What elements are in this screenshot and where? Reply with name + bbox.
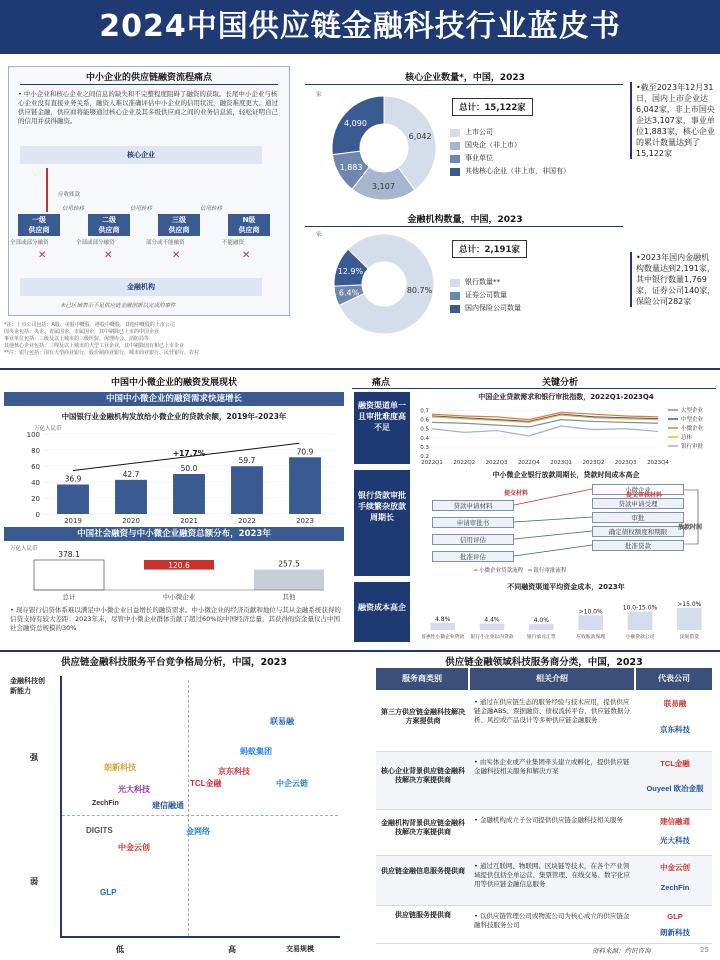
service-description: • 通过互联网、物联网、区块链等技术，在各个产业领域提供包括全单运营、集票管理、在线交易、数字化应用等供应链金融信息服务 (474, 862, 630, 888)
y-tick-label: 0.6 (420, 417, 429, 424)
data-label: 50.0 (180, 464, 198, 473)
pain-caption: 未已区域表示不足供应链金融创新以完成的事件 (60, 303, 176, 309)
flow-bracket (684, 490, 698, 544)
legend-item (450, 126, 628, 139)
y-tick-label: 20 (31, 495, 40, 503)
legend-swatch: ━ (528, 568, 534, 574)
matrix-xaxis (60, 936, 340, 938)
legend-label: 总体 (681, 435, 693, 441)
company-logo: Ouyeel 欧冶金服 (646, 784, 704, 793)
service-description: • 通过在供应链生态的服务经验与技术应用，提供供应链金融ABS、票据融资、债权流转平台、供应链数据分析、风控或产品设计等多种供应链金融服务 (474, 698, 630, 724)
x-tick-label: 小额贷款公司 (625, 635, 655, 640)
pain-notes (4, 322, 294, 357)
fin-legend (450, 276, 628, 315)
legend-item (450, 152, 628, 165)
analysis-line (352, 388, 716, 389)
pain-bullet-text: 中小企业和核心企业之间信息的缺失和不完整程度阻碍了融资的获取。长尾中小企业与核心企业没有直接业务关系，融资人难以准确评估中小企业的信用状况，融资难度更大。通过供应链金融，供应商将能够通过核心企业及其多级供应商之间的业务信息流，轻松证明自己的信用并获得融资。 (18, 90, 278, 125)
finance-label-1: 全部或部分融资 (10, 240, 49, 246)
legend-item (450, 302, 628, 315)
series-line (432, 426, 658, 436)
pain-title: 中小企业的供应链融资流程痛点 (85, 73, 212, 83)
legend-label: 其他核心企业（非上市，非国有） (465, 167, 570, 175)
line-chart (412, 402, 718, 466)
legend-swatch (450, 305, 460, 313)
table-row (376, 856, 712, 906)
fin-side-note (630, 252, 716, 307)
bar (480, 624, 505, 630)
y-tick-label: 80 (31, 447, 40, 455)
flow-step-left: 贷款申请材料 (432, 500, 514, 511)
data-label: 4.4% (484, 616, 500, 624)
service-category: 供应链服务提供商 (395, 911, 451, 919)
company-logo: 金网络 (186, 827, 210, 836)
legend-label: 银行数量** (465, 278, 500, 286)
y-tick-label: 0.3 (420, 444, 429, 451)
fin-chart-title: 金融机构数量，中国，2023 (407, 215, 523, 225)
legend-label: 国央企（非上市） (465, 141, 521, 149)
flow-release-label: 放款时间 (678, 524, 703, 531)
bar (677, 608, 702, 630)
company-logo: 光大科技 (660, 836, 690, 845)
donut-label: 4,090 (344, 118, 367, 128)
legend-label: 证券公司数量 (465, 291, 507, 299)
flow-step-left: 批准评估 (432, 551, 514, 562)
x-tick-label: 2021 (180, 517, 198, 525)
receivable-label: 应收账款 (58, 192, 81, 198)
table-row (376, 752, 712, 810)
donut-label: 6,042 (408, 132, 432, 142)
flow-arrow (514, 531, 592, 539)
core-chart-title: 核心企业数量*，中国，2023 (405, 73, 525, 83)
series-line (432, 420, 658, 427)
fin-unit: 家 (316, 232, 322, 238)
legend-item (450, 165, 628, 178)
service-category: 核心企业背景供应链金融科技解决方案提供商 (381, 767, 465, 784)
company-logo: 联易融 (270, 717, 294, 726)
core-side-note (630, 82, 716, 159)
data-label: >10.0% (578, 608, 603, 616)
y-tick-label: 0.2 (420, 454, 429, 460)
finance-label-3: 部分或不能融资 (146, 240, 185, 246)
bar (430, 623, 455, 630)
flow-submit-label: 提交材料 (504, 490, 529, 497)
company-logo: GLP (667, 912, 683, 921)
core-legend (450, 126, 628, 178)
section-divider-2 (0, 650, 720, 652)
credit-flow-1: 信用转移 (62, 206, 85, 212)
x-tick-label: 2023Q3 (614, 460, 637, 466)
pain-card-2-text: 银行贷款审批手续繁杂放款周期长 (358, 491, 406, 522)
x-tick-label: 2022 (238, 517, 256, 525)
micro-chart-title: 中国银行业金融机构发放给小微企业的贷款余额，2019年-2023年 (61, 412, 287, 421)
section-divider (0, 368, 720, 370)
x-mark-1: ✕ (38, 250, 47, 261)
service-description: • 由实体企业或产业集团牵头建立或孵化，提供供应链金融科技相关服务和解决方案 (474, 758, 630, 775)
legend-label: 上市公司 (465, 128, 493, 136)
supplier-row (14, 214, 284, 236)
note-2: 国央企包括：央企、省属国企、市属国企，其中剔除已上市的中国企业 (4, 329, 160, 335)
flow-check-label: 提交审核材料 (626, 492, 663, 499)
side-dot: • (636, 253, 641, 262)
bullet-dot: • (18, 90, 24, 98)
x-tick-label: 2020 (122, 517, 140, 525)
matrix-title: 供应链金融科技服务平台竞争格局分析，中国，2023 (61, 657, 287, 668)
finance-label-2: 全部或部分融资 (76, 240, 115, 246)
legend-swatch (450, 168, 460, 176)
legend-swatch (450, 292, 460, 300)
note-1: *注：上市公司包括：A股、美股中概股、港股中概股、其他中概股的上市公司 (4, 322, 175, 328)
core-side-text: 截至2023年12月31日，国内上市企业达6,042家，非上市国央企达3,107家，事业单位1,883家，核心企业的累计数量达到了15,122家 (636, 83, 715, 158)
side-dot: • (636, 83, 641, 92)
flow-step-right: 贷款申请受理 (592, 498, 684, 509)
x-tick-label: 2023Q2 (582, 460, 605, 466)
y-tick-label: 0.4 (420, 435, 429, 442)
matrix-yaxis-label: 金融科技创新能力 (10, 677, 45, 695)
legend-item (450, 139, 628, 152)
flow-step-left: 申请审批书 (432, 517, 514, 528)
matrix-vdash (188, 680, 189, 936)
service-category: 金融机构背景供应链金融科技解决方案提供商 (381, 819, 465, 836)
y-tick-label: 60 (31, 463, 40, 471)
company-logo: 京东科技 (660, 725, 690, 734)
x-tick-label: 民间借贷 (679, 635, 699, 640)
legend-item (450, 276, 628, 289)
flow-step-right: 审批 (592, 512, 684, 523)
legend-label: 事业单位 (465, 154, 493, 162)
services-header-cat: 服务商类别 (376, 668, 468, 690)
bar (57, 484, 89, 514)
x-tick-label: 2022Q1 (421, 460, 443, 466)
supplier-1: 一级 供应商 (18, 214, 60, 236)
pain-title-line (20, 84, 278, 85)
data-label: 10.0-15.0% (622, 604, 658, 612)
flow-legend (474, 566, 566, 574)
company-logo: DIGITS (86, 826, 113, 835)
x-tick-label: 2023Q1 (550, 460, 573, 466)
analysis-key-head: 关键分析 (541, 378, 578, 388)
source-note: 资料来源：灼识咨询 (592, 947, 651, 955)
note-3: 事业单位包括：三级及以上城市的三级医院、保理协会、消防局等 (4, 336, 150, 342)
legend-label: 银行审批 (681, 444, 704, 450)
data-label: 4.8% (435, 615, 451, 623)
table-row (376, 810, 712, 856)
data-label: 70.9 (296, 447, 314, 457)
donut-label: 1,883 (339, 162, 363, 172)
core-title-line (305, 84, 623, 85)
y-tick-label: 100 (26, 431, 40, 439)
micro-unit: 万亿人民币 (34, 426, 62, 432)
bar (173, 474, 205, 514)
legend-label: 大型企业 (681, 408, 704, 414)
flow-arrow (514, 545, 592, 556)
company-logo: TCL金融 (190, 779, 222, 788)
core-enterprise-box: 核心企业 (20, 146, 262, 164)
core-donut (308, 92, 458, 204)
services-header-desc: 相关介绍 (470, 668, 634, 690)
x-mark-4: ✕ (242, 250, 251, 261)
bar (578, 615, 603, 630)
pain-card-2 (354, 470, 410, 576)
fin-title-line (305, 226, 623, 227)
x-tick-label: 2022Q4 (517, 460, 540, 466)
data-label: 4.0% (533, 617, 549, 625)
data-label: 42.7 (122, 469, 140, 479)
services-title: 供应链金融领域科技服务商分类，中国，2023 (445, 657, 643, 668)
micro-bottom-text (10, 606, 344, 633)
y-tick-label: 0.7 (420, 408, 429, 415)
supplier-3: 三级 供应商 (158, 214, 200, 236)
waterfall-bar (34, 560, 104, 590)
company-logo: ZechFin (92, 800, 119, 807)
flow-step-right: 批准贷款 (592, 540, 684, 551)
donut-label: 6.4% (338, 288, 360, 298)
company-logo: 中金云创 (118, 843, 150, 852)
finance-label-4: 不能融资 (222, 240, 245, 246)
bar (115, 480, 147, 514)
donut-label: 12.9% (337, 267, 364, 277)
service-description: • 以供应链管理公司或物流公司为核心成立的供应链金融科技服务公司 (474, 912, 630, 929)
note-5: **注：银行包括：国有大型商业银行、股份制商业银行、城市商业银行、民营银行、农村 (4, 350, 200, 356)
bank-box: 金融机构 (20, 278, 262, 296)
core-total: 总计：15,122家 (452, 98, 533, 116)
x-tick-label: 应收账款保理 (576, 635, 606, 640)
company-logo: 朗新科技 (660, 928, 690, 937)
pain-card-1-text: 融资渠道单一且审批难度高不足 (358, 401, 406, 432)
x-tick-label: 2023 (296, 517, 314, 525)
fc-title: 中小微企业银行放款周期长，贷款时间成本高企 (492, 471, 640, 479)
data-label: >15.0% (677, 601, 702, 608)
table-row (376, 692, 712, 752)
company-logo: TCL金融 (660, 759, 690, 768)
service-category: 供应链金融信息服务提供商 (381, 867, 465, 875)
x-mark-3: ✕ (172, 250, 181, 261)
micro-title: 中国中小微企业的融资发展现状 (110, 378, 237, 388)
company-logo: 建信融通 (660, 817, 690, 826)
page-title: 2024中国供应链金融科技行业蓝皮书 (0, 0, 720, 54)
services-header-logo: 代表公司 (636, 668, 712, 690)
company-logo: 联易融 (663, 699, 687, 708)
cagr-label: +17.7% (172, 449, 206, 458)
matrix-hdash (62, 815, 338, 816)
cost-title: 不同融资渠道平均资金成本，2023年 (507, 583, 625, 591)
legend-swatch (450, 129, 460, 137)
cost-chart (414, 592, 718, 644)
legend-item (450, 289, 628, 302)
pain-bullet (18, 90, 282, 126)
pain-card-3-text: 融资成本高企 (358, 603, 406, 612)
credit-flow-3: 信用转移 (200, 206, 223, 212)
data-label: 378.1 (58, 550, 80, 559)
x-tick-label: 2022Q3 (485, 460, 508, 466)
data-label: 59.7 (238, 456, 256, 466)
company-logo: 京东科技 (218, 767, 250, 776)
flow-step-right: 小微企业 (592, 484, 684, 495)
lc-title: 中国企业贷款需求和银行审批指数，2022Q1-2023Q4 (478, 393, 654, 401)
company-logo: 中企云链 (276, 779, 308, 788)
x-mark-2: ✕ (104, 250, 113, 261)
data-label: 120.6 (168, 560, 190, 570)
x-tick-label: 银行小企业以内贷款 (470, 635, 514, 640)
legend-label: 小微企业 (681, 426, 704, 432)
legend-swatch (450, 155, 460, 163)
services-rows (376, 692, 712, 944)
bullet-dot: • (10, 606, 16, 614)
micro-bottom-body: 现存银行信贷体系难以满足中小微企业日益增长的融资需求。中小微企业的经济贡献和地位与其从金融系统获得的信贷支持有较大差距：2023年末，尽管中小微企业群体贡献了超过60%的中国经济总量，其获得的资金量仅占中国社会融资总规模的30% (10, 606, 341, 632)
bar (289, 457, 321, 514)
series-line (432, 414, 658, 421)
legend-swatch: ━ (474, 568, 480, 574)
wf-unit: 万亿人民币 (10, 546, 38, 552)
matrix-yaxis (60, 676, 62, 938)
flowchart (414, 482, 718, 578)
x-tick-label: 总计 (62, 593, 76, 601)
x-tick-label: 2023Q4 (647, 460, 669, 466)
company-logo: GLP (100, 888, 117, 897)
flow-step-left: 信用评估 (432, 534, 514, 545)
donut-label: 3,107 (372, 181, 395, 191)
data-label: 257.5 (278, 559, 300, 569)
x-tick-label: 中小微企业 (162, 593, 196, 601)
fin-side-text: 2023年国内金融机构数量达到2,191家，其中银行数量1,769家，证券公司140家，保险公司282家 (636, 253, 716, 306)
company-logo: ZechFin (660, 883, 690, 892)
service-category: 第三方供应链金融科技解决方案提供商 (381, 708, 465, 725)
donut-label: 80.7% (406, 285, 433, 295)
note-4: 其他核心企业包括：三线及以上城市的大型工业企业，其中剔除国有和已上市企业 (4, 343, 185, 349)
matrix-high: 高 (228, 945, 236, 954)
supplier-2: 二级 供应商 (88, 214, 130, 236)
x-tick-label: 普惠性小微企业贷款 (421, 635, 465, 640)
x-tick-label: 2019 (64, 517, 82, 525)
supplier-n: N级 供应商 (228, 214, 270, 236)
micro-bar-chart (4, 426, 344, 526)
y-tick-label: 0.5 (420, 426, 429, 433)
bar (529, 624, 554, 630)
core-unit: 家 (316, 92, 322, 98)
company-logo: 朗新科技 (104, 763, 136, 772)
receivable-arrow (46, 168, 48, 212)
legend-swatch (450, 142, 460, 150)
credit-flow-2: 信用转移 (130, 206, 153, 212)
micro-sub1: 中国中小微企业的融资需求快速增长 (4, 392, 344, 406)
x-tick-label: 银行承兑汇票 (526, 635, 556, 640)
waterfall-chart (4, 544, 344, 602)
data-label: 36.9 (64, 474, 82, 484)
service-description: • 金融机构成立子公司提供供应链金融科技相关服务 (474, 816, 623, 824)
analysis-pain-head: 痛点 (371, 378, 390, 388)
legend-swatch (450, 279, 460, 287)
waterfall-bar (254, 570, 324, 590)
legend-label: 国内保险公司数量 (465, 304, 521, 312)
legend-label: 中型企业 (681, 417, 704, 423)
matrix-weak: 弱 (30, 877, 38, 886)
legend-label: 小微企业贷款流程 (479, 568, 524, 574)
legend-label: 银行审批流程 (533, 568, 567, 574)
y-tick-label: 40 (31, 479, 40, 487)
company-logo: 蚂蚁集团 (240, 747, 272, 756)
fin-donut (308, 232, 458, 340)
company-logo: 光大科技 (118, 785, 150, 794)
bar (231, 466, 263, 514)
flow-arrow (514, 517, 592, 522)
bar (628, 612, 653, 630)
y-tick-label: 0 (35, 511, 40, 519)
fin-total: 总计：2,191家 (452, 240, 527, 258)
matrix-low: 低 (116, 945, 124, 954)
matrix-strong: 强 (30, 753, 38, 762)
micro-sub2: 中国社会融资与中小微企业融资总额分布，2023年 (4, 527, 344, 541)
page-number: 25 (700, 946, 709, 954)
x-tick-label: 其他 (282, 593, 296, 601)
company-logo: 建信融通 (152, 801, 184, 810)
company-logo: 中金云创 (660, 863, 690, 872)
table-row (376, 906, 712, 944)
flow-step-right: 确定债权额度和期限 (592, 526, 684, 537)
matrix-xaxis-label: 交易规模 (286, 945, 314, 953)
x-tick-label: 2022Q2 (453, 460, 476, 466)
